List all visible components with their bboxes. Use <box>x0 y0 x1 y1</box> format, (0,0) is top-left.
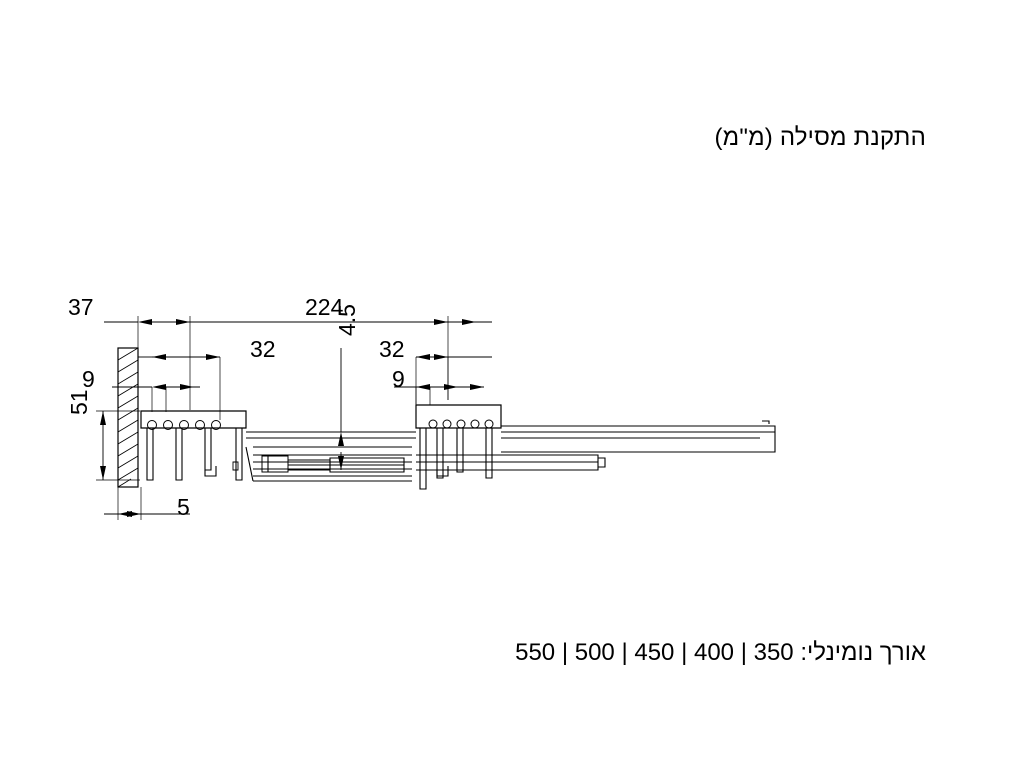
dimension-label-9-right: 9 <box>392 366 405 392</box>
dimension-label-51: 51 <box>66 389 92 415</box>
page-title: התקנת מסילה (מ"מ) <box>714 124 926 151</box>
dimension-label-4-5: 4.5 <box>334 304 360 336</box>
dimension-label-5: 5 <box>177 494 190 520</box>
nominal-length-note: אורך נומינלי: 350 | 400 | 450 | 500 | 550 <box>515 639 926 666</box>
dimension-label-224: 224 <box>305 294 344 320</box>
dimension-label-9-left: 9 <box>82 366 95 392</box>
dimension-label-32-left: 32 <box>250 336 276 362</box>
dimension-label-32-right: 32 <box>379 336 405 362</box>
dimension-label-37: 37 <box>68 294 94 320</box>
